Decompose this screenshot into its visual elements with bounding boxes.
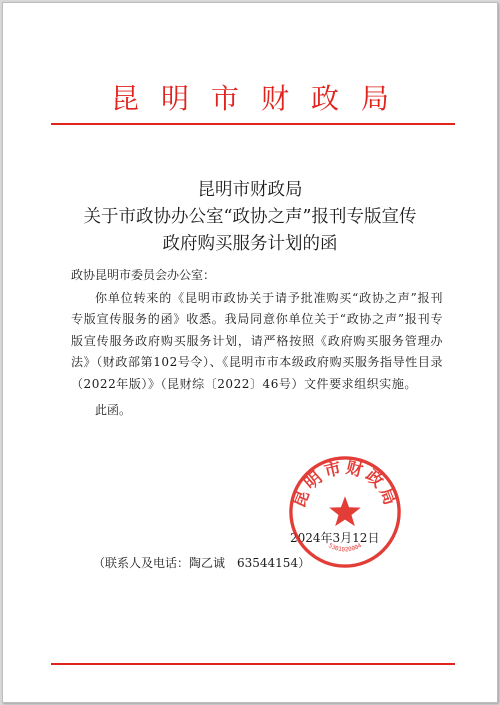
issue-date: 2024年3月12日 xyxy=(290,531,380,545)
title-line-subject-cont: 政府购买服务计划的函 xyxy=(162,234,338,254)
seal-text: 昆明市财政局 xyxy=(288,456,402,511)
contact-info: （联系人及电话：陶乙诚 63544154） xyxy=(93,556,311,570)
salutation: 政协昆明市委员会办公室： xyxy=(71,268,216,282)
closing-remark: 此函。 xyxy=(95,402,132,417)
official-seal xyxy=(286,453,404,571)
star-icon xyxy=(329,496,360,526)
footer-divider xyxy=(51,663,455,665)
letterhead-title: 昆明市财政局 xyxy=(110,82,411,115)
title-line-issuer: 昆明市财政局 xyxy=(197,180,303,200)
document-title xyxy=(3,177,497,258)
letter-body xyxy=(71,265,443,421)
letterhead-divider xyxy=(51,123,455,125)
title-line-subject: 关于市政协办公室“政协之声”报刊专版宣传 xyxy=(83,207,417,227)
document-page xyxy=(2,2,498,703)
seal-code: 5301020004 xyxy=(327,543,363,554)
main-paragraph: 你单位转来的《昆明市政协关于请予批准购买“政协之声”报刊专版宣传服务的函》收悉。我局同意你单位关于“政协之声”报刊专版宣传服务政府购买服务计划，请严格按照《政府购买服务管理办法》（财政部第102号令）、《昆明市市本级政府购买服务指导性目录（2022年版）》（昆财综〔2022〕46号）文件要求组织实施。 xyxy=(71,290,443,391)
